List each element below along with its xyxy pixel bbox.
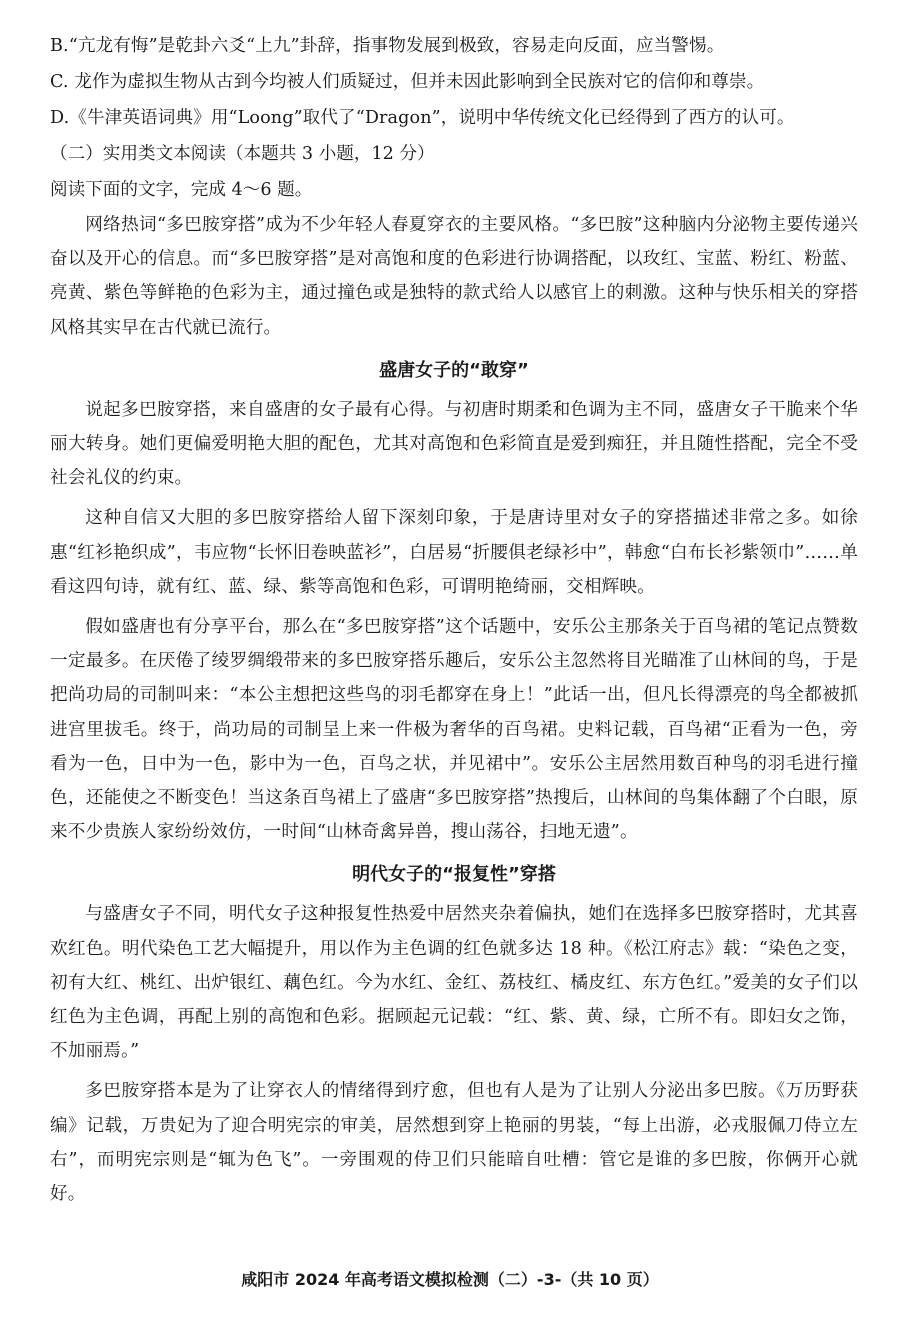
- section-instruction: 阅读下面的文字，完成 4～6 题。: [50, 180, 313, 200]
- page-footer: 咸阳市 2024 年高考语文模拟检测（二）-3-（共 10 页）: [241, 1270, 659, 1289]
- section-heading: （二）实用类文本阅读（本题共 3 小题，12 分）: [50, 144, 435, 164]
- option-b: B.“亢龙有悔”是乾卦六爻“上九”卦辞，指事物发展到极致，容易走向反面，应当警惕。: [50, 36, 725, 56]
- ming-subtitle: 明代女子的“报复性”穿搭: [352, 864, 556, 886]
- tang-paragraph-2: 这种自信又大胆的多巴胺穿搭给人留下深刻印象，于是唐诗里对女子的穿搭描述非常之多。如徐惠“红衫艳织成”，韦应物“长怀旧卷映蓝衫”，白居易“折腰俱老绿衫中”，韩愈“白布长衫紫领巾”……单看这四句诗，就有红、蓝、绿、紫等高饱和色彩，可谓明艳绮丽，交相辉映。: [50, 508, 858, 597]
- tang-paragraph-3: 假如盛唐也有分享平台，那么在“多巴胺穿搭”这个话题中，安乐公主那条关于百鸟裙的笔记点赞数一定最多。在厌倦了绫罗绸缎带来的多巴胺穿搭乐趣后，安乐公主忽然将目光瞄准了山林间的鸟，于是把尚功局的司制叫来：“本公主想把这些鸟的羽毛都穿在身上！”此话一出，但凡长得漂亮的鸟全都被抓进宫里拔毛。终于，尚功局的司制呈上来一件极为奢华的百鸟裙。史料记载，百鸟裙“正看为一色，旁看为一色，日中为一色，影中为一色，百鸟之状，并见裙中”。安乐公主居然用数百种鸟的羽毛进行撞色，还能使之不断变色！当这条百鸟裙上了盛唐“多巴胺穿搭”热搜后，山林间的鸟集体翻了个白眼，原来不少贵族人家纷纷效仿，一时间“山林奇禽异兽，搜山荡谷，扫地无遗”。: [50, 617, 858, 843]
- tang-subtitle: 盛唐女子的“敢穿”: [379, 359, 529, 381]
- option-d: D.《牛津英语词典》用“Loong”取代了“Dragon”，说明中华传统文化已经得到了西方的认可。: [50, 108, 795, 128]
- ming-paragraph-1: 与盛唐女子不同，明代女子这种报复性热爱中居然夹杂着偏执，她们在选择多巴胺穿搭时，尤其喜欢红色。明代染色工艺大幅提升，用以作为主色调的红色就多达 18 种。《松江府志》载：“染色之变，初有大红、桃红、出炉银红、藕色红。今为水红、金红、荔枝红、橘皮红、东方色红。”爱美的女子们以红色为主色调，再配上别的高饱和色彩。据顾起元记载：“红、紫、黄、绿，亡所不有。即妇女之饰，不加丽焉。”: [50, 904, 858, 1062]
- tang-paragraph-1: 说起多巴胺穿搭，来自盛唐的女子最有心得。与初唐时期柔和色调为主不同，盛唐女子干脆来个华丽大转身。她们更偏爱明艳大胆的配色，尤其对高饱和色彩简直是爱到痴狂，并且随性搭配，完全不受社会礼仪的约束。: [50, 399, 858, 489]
- article-intro: 网络热词“多巴胺穿搭”成为不少年轻人春夏穿衣的主要风格。“多巴胺”这种脑内分泌物主要传递兴奋以及开心的信息。而“多巴胺穿搭”是对高饱和度的色彩进行协调搭配，以玫红、宝蓝、粉红、粉蓝、亮黄、紫色等鲜艳的色彩为主，通过撞色或是独特的款式给人以感官上的刺激。这种与快乐相关的穿搭风格其实早在古代就已流行。: [50, 215, 858, 338]
- option-c: C. 龙作为虚拟生物从古到今均被人们质疑过，但并未因此影响到全民族对它的信仰和尊崇。: [50, 72, 765, 92]
- ming-paragraph-2: 多巴胺穿搭本是为了让穿衣人的情绪得到疗愈，但也有人是为了让别人分泌出多巴胺。《万历野获编》记载，万贵妃为了迎合明宪宗的审美，居然想到穿上艳丽的男装，“每上出游，必戎服佩刀侍立左右”，而明宪宗则是“辄为色飞”。一旁围观的侍卫们只能暗自吐槽：管它是谁的多巴胺，你俩开心就好。: [50, 1081, 858, 1205]
